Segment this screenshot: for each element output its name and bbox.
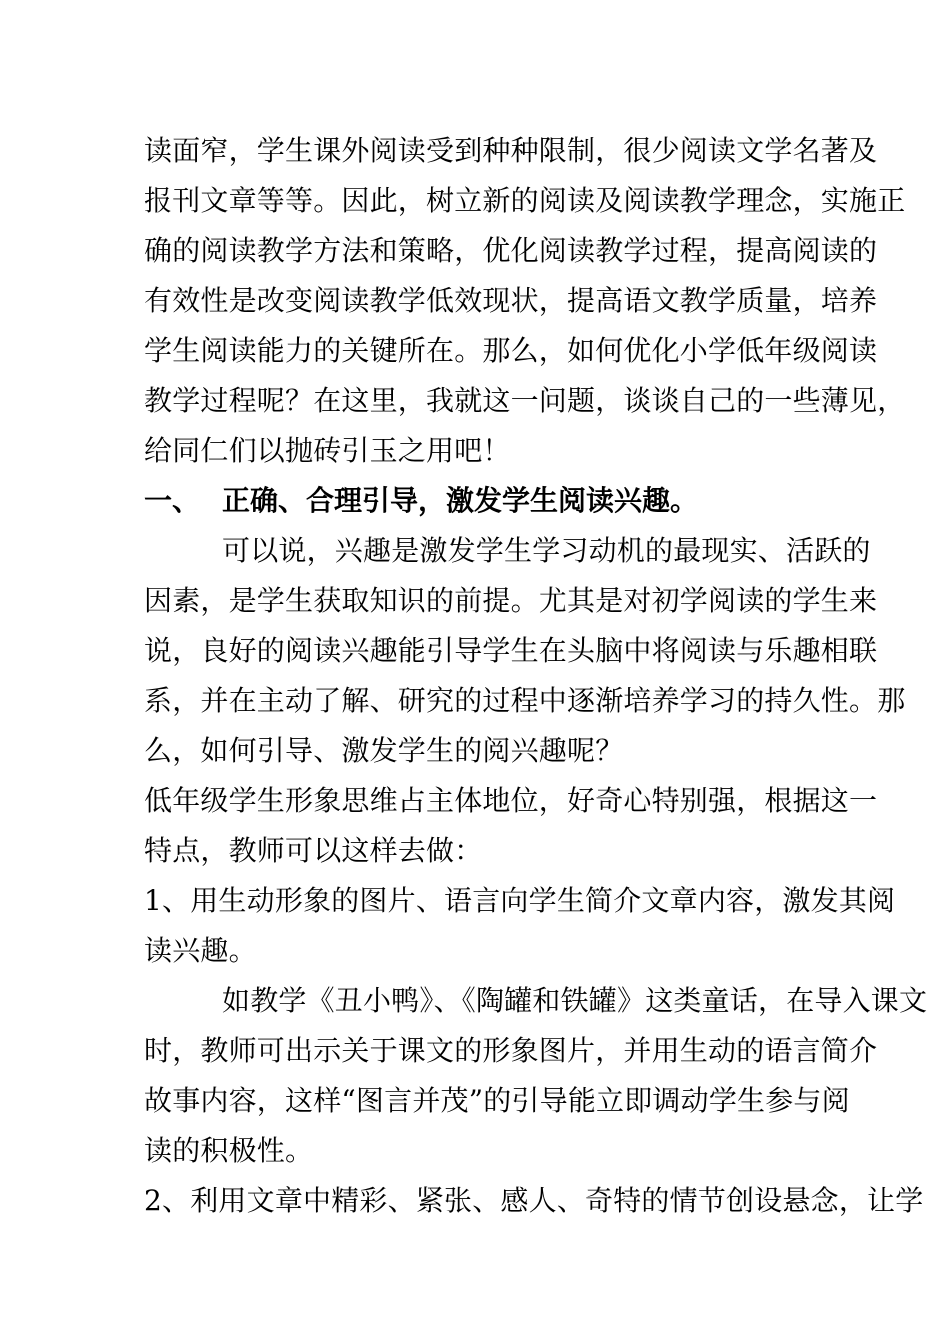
text-line: 有效性是改变阅读教学低效现状，提高语文教学质量，培养 xyxy=(144,284,878,317)
text-line: 么，如何引导、激发学生的阅兴趣呢？ xyxy=(144,734,624,767)
text-line: 读兴趣。 xyxy=(144,934,257,967)
text-line: 2、利用文章中精彩、紧张、感人、奇特的情节创设悬念，让学 xyxy=(144,1184,924,1217)
text-line: 给同仁们以抛砖引玉之用吧！ xyxy=(144,434,511,467)
text-line: 低年级学生形象思维占主体地位，好奇心特别强，根据这一 xyxy=(144,784,878,817)
text-line: 可以说，兴趣是激发学生学习动机的最现实、活跃的 xyxy=(222,534,871,567)
text-line: 教学过程呢？在这里，我就这一问题，谈谈自己的一些薄见， xyxy=(144,384,906,417)
text-line: 1、用生动形象的图片、语言向学生简介文章内容，激发其阅 xyxy=(144,884,896,917)
text-line: 说，良好的阅读兴趣能引导学生在头脑中将阅读与乐趣相联 xyxy=(144,634,878,667)
text-line: 时，教师可出示关于课文的形象图片，并用生动的语言简介 xyxy=(144,1034,878,1067)
text-line: 确的阅读教学方法和策略，优化阅读教学过程，提高阅读的 xyxy=(144,234,878,267)
section-title: 正确、合理引导，激发学生阅读兴趣。 xyxy=(222,484,699,517)
text-line: 系，并在主动了解、研究的过程中逐渐培养学习的持久性。那 xyxy=(144,684,906,717)
text-line: 因素，是学生获取知识的前提。尤其是对初学阅读的学生来 xyxy=(144,584,878,617)
section-number: 一、 xyxy=(144,484,201,517)
text-line: 读的积极性。 xyxy=(144,1134,314,1167)
text-line: 读面窄，学生课外阅读受到种种限制，很少阅读文学名著及 xyxy=(144,134,878,167)
text-line: 故事内容，这样“图言并茂”的引导能立即调动学生参与阅 xyxy=(144,1084,850,1117)
text-line: 学生阅读能力的关键所在。那么，如何优化小学低年级阅读 xyxy=(144,334,878,367)
text-line: 报刊文章等等。因此，树立新的阅读及阅读教学理念，实施正 xyxy=(144,184,906,217)
text-line: 如教学《丑小鸭》、《陶罐和铁罐》这类童话，在导入课文 xyxy=(222,984,928,1017)
section-heading xyxy=(144,481,698,521)
text-line: 特点，教师可以这样去做： xyxy=(144,834,483,867)
